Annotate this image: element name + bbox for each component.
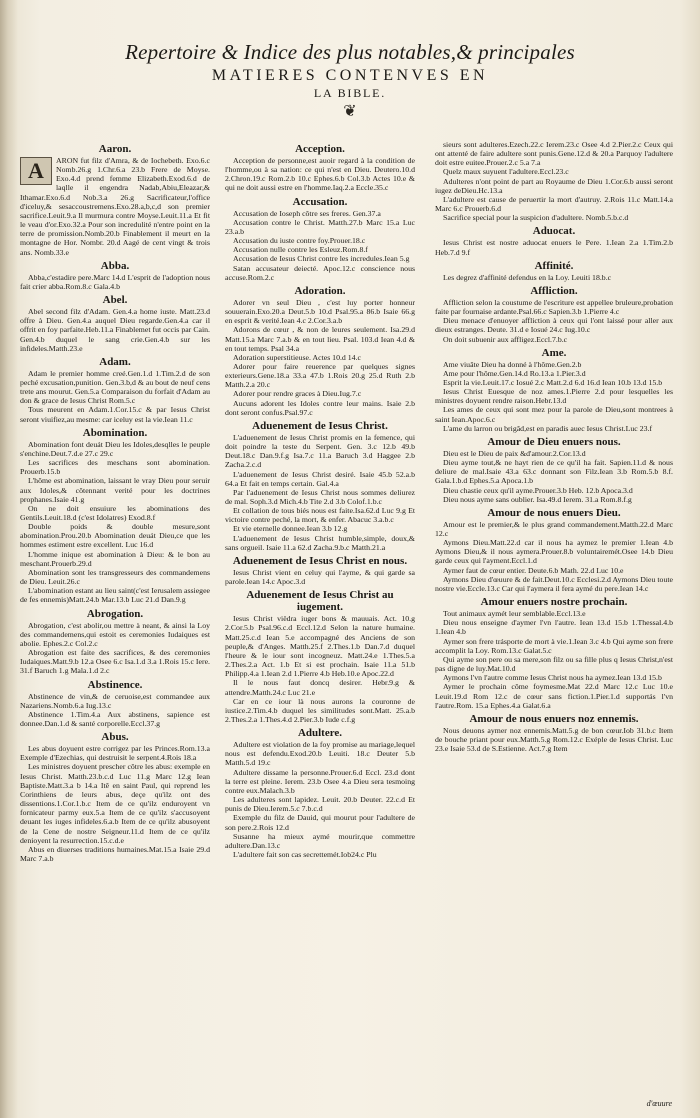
index-entry [20,405,210,423]
index-entry [435,140,673,167]
index-entry [435,387,673,405]
entry-text: Iesus Christ Euesque de noz ames.1.Pierre 2.d pour lesquelles les ministres doyuent rendre raison.Hebr.13.d [435,387,673,406]
index-entry [435,238,673,256]
index-entry [225,433,415,470]
entry-text: Abel second filz d'Adam. Gen.4.a home iuste. Matt.23.d offre à Dieu. Gen.4.a auquel Dieu regarde.Gen.4.a car il offrit en foy parfaite.Heb.11.a Finablemet fut occis par Cain. Gen.4.b duquel le sang crie.Gen.4.b sur les infideles.Matth.23.e [20,307,210,353]
entry-text: Adulteres n'ont point de part au Royaume de Dieu 1.Cor.6.b aussi seront iugez deDieu.Hc.13.a [435,176,673,195]
entry-text: Abomination font deuát Dieu les Idoles,desqlles le peuple s'enchine.Deut.7.d.e 27.c 29.c [20,439,210,458]
entry-text: Les degrez d'affinité defendus en la Loy. Leuiti 18.b.c [443,272,612,282]
entry-text: Abomination sont les transgresseurs des commandemens de Dieu. Leuit.26.c [20,567,210,587]
index-entry [225,850,415,859]
index-entry [20,648,210,675]
index-entry [20,522,210,549]
index-entry [435,538,673,565]
index-entry [20,156,210,257]
page-subtitle-line2: LA BIBLE. [313,86,387,100]
entry-text: On ne doit ensuiure les abominations des Gentils.Leuit.18.d (c'est Idolatres) Exod.8.f [20,503,210,522]
section-heading: Abus. [101,731,129,744]
entry-text: Qui ayme son pere ou sa mere,son filz ou sa fille plus q Iesus Christ,n'est pas digne de luy.Mat.10.d [435,654,673,674]
entry-text: Aymons Dieu d'œuure & de fait.Deut.10.c Ecclesi.2.d Aymons Dieu toute nostre vie.Eccle.13.c Car qui l'aymera il fera aymé du pere.Iean 14.c [435,574,673,593]
index-entry [225,768,415,795]
entry-text: Adorer vn seul Dieu , c'est luy porter honneur souuerain.Exo.20.a Deut.5.b 10.d Psal.95.a 86.b Isaie 66.g en esprit & verité.Iean 4.c 2.Cor.3.a.b [225,297,415,326]
index-entry [435,682,673,709]
index-entry [225,298,415,325]
entry-text: Iesus Christ vient en celuy qui l'ayme, & qui garde sa parole.Iean 14.c Apoc.3.d [225,567,415,587]
section-heading: Amour enuers nostre prochain. [480,596,628,609]
index-entry [435,618,673,636]
index-entry [20,369,210,406]
entry-text: Les adulteres sont lapidez. Leuit. 20.b Deuter. 22.c.d Et punis de Dieu.Ierem.5.c 7.b.c.d [225,795,415,814]
entry-text: On doit subuenir aux affligez.Eccl.7.b.c [443,334,568,344]
index-entry [435,335,673,344]
index-entry [435,167,673,176]
entry-text: Adorons de cœur , & non de leures seulement. Isa.29.d Matt.15.a Marc 7.a.b & en tout lieu. Psal. 103.d Iean 4.d & en tout temps. Psal 34.a [225,325,415,353]
entry-text: Dieu nous enseigne d'aymer l'vn l'autre. Iean 13.d 15.b 1.Thessal.4.b 1.Iean 4.b [435,618,673,637]
index-entry [225,795,415,813]
index-entry [435,609,673,618]
entry-text: Aymons l'vn l'autre comme Iesus Christ nous ha aymez.Iean 13.d 15.b [443,673,662,683]
index-entry [225,236,415,245]
entry-text: Accusation de Iesus Christ contre les incredules.Iean 5.g [233,254,410,264]
entry-text: L'adultere fait son cas secrettemét.Iob24.c Plu [233,850,377,859]
section-heading: Aaron. [98,143,132,155]
index-entry [20,504,210,522]
section-heading: Amour de Dieu enuers nous. [487,435,621,448]
entry-text: sieurs sont adulteres.Ezech.22.c Ierem.23.c Osee 4.d 2.Pier.2.c Ceux qui ont attenté de faire adultere sont punis.Gene.12.d & 20.a Parquoy l'adultere doit estre euitee.Prouer.2.c 5.a 7.a [435,140,673,168]
page-subtitle: MATIERES CONTENVES EN [211,67,489,84]
index-entry [435,405,673,423]
index-entry [225,209,415,218]
section-heading: Acception. [295,143,345,155]
index-entry [435,316,673,334]
entry-text: Ame viuâte Dieu ha donné à l'hôme.Gen.2.b [443,359,582,369]
index-entry [20,440,210,458]
entry-text: Iesus Christ viëdra iuger bons & mauuais. Act. 10.g 2.Cor.5.b Psal.96.c.d Eccl.12.d Selon la nature humaine. Matt.25.c.d Iean 5.e accompagné des Anciens de son peuple,& d'Anges. Matth.25.f 2.Thes.1.b Dan.7.d duquel l'heure & le iour sont incogneuz. Matt.24.e 1.Thes.5.a 2.Thes.2.a Act. 1.b Et si est prochain. Isaie 11.a 51.b Philipp.4.a 1.Iean 2.d 1.Pierre 4.b Heb.10.e Apoc.22.d [225,614,415,679]
entry-text: Double poids & double mesure,sont abomination.Prou.20.b Abomination deuát Dieu,ce que les hommes estiment estre excellent. Luc 16.d [20,522,210,550]
section-heading: Accusation. [292,195,348,208]
entry-text: Tout animaux aymét leur semblable.Eccl.13.e [443,609,586,619]
entry-text: Abus en diuerses traditions humaines.Mat.15.a Isaie 29.d Marc 7.a.b [20,844,210,863]
entry-text: L'hôme est abomination, laissant le vray Dieu pour seruir aux Idoles,& côtennant verité pour les doctrines prophanes.Isaie 41.g [20,476,210,504]
section-heading: Abomination. [82,426,148,439]
entry-text: Ame pour l'hôme.Gen.14.d Ro.13.a 1.Pier.3.d [443,368,586,378]
section-heading: Aduocat. [532,225,576,238]
index-entry [225,245,415,254]
index-entry [435,726,673,753]
index-entry [20,710,210,728]
index-entry [20,621,210,648]
index-entry [435,673,673,682]
section-heading: Amour de nous enuers Dieu. [487,506,621,519]
column-1 [20,140,210,1105]
entry-text: Susanne ha mieux aymé mourir,que commettre adultere.Dan.13.c [225,831,415,850]
column-2 [225,140,415,1105]
entry-text: Les ames de ceux qui sont mez pour la parole de Dieu,sont montrees à saint Iean.Apoc.6.c [435,405,673,424]
entry-text: Satan accusateur deiecté. Apoc.12.c conscience nous accuse.Rom.2.c [225,263,415,282]
page-title: Repertoire & Indice des plus notables,& principales [125,40,575,64]
entry-text: Acception de personne,est auoir regard à la condition de l'homme,ou à sa nation: ce qui n'est en Dieu. Deutero.10.d 2.Chron.19.c Rom.2.b 10.c Ephes.6.b Col.3.b Actes 10.e & qui ne doit aussi estre en l'homme.Iaq.2.a Eccle.35.c [225,156,415,193]
section-heading: Abba. [100,259,130,272]
index-entry [435,360,673,369]
index-entry [20,744,210,762]
index-entry [435,273,673,282]
fleuron-ornament-icon: ❦ [343,101,357,120]
index-entry [225,614,415,678]
entry-text: Affliction selon la coustume de l'escriture est appellee bruleure,probation faite par fournaise ardante.Psal.66.c Sapien.3.b 1.Pierre 4.c [435,297,673,317]
entry-text: Et collation de tous biés nous est faite.Isa.62.d Luc 9.g Et victoire contre peché, la mort, & enfer. Abacuc 3.a.b.c [225,506,415,525]
section-heading: Adoration. [294,284,346,297]
entry-text: Tous meurent en Adam.1.Cor.15.c & par Iesus Christ seront viuifiez,au mesme: car iceluy est la vie.Iean 11.c [20,405,210,424]
entry-text: Esprit la vie.Leuit.17.c Iosué 2.c Matt.2.d 6.d 16.d Iean 10.b 13.d 15.b [443,377,663,387]
index-entry [225,813,415,831]
entry-text: ARON fut filz d'Amra, & de Iochebeth. Exo.6.c Nomb.26.g 1.Chr.6.a 23.b Frere de Moyse. Exo.4.d prend femme Elizabeth.Exod.6.d de laqlle il engendra Nadab,Abiu,Eleazar,& Ithamar.Exo.6.d Nob.3.a 26.g Sacrificateur,l'office d'iceluy,& sesaccoustremens.Exo.28.a,b,c,d son premier sacrifice.Leuit.9.a Il murmura contre Moyse.Leuit.11.a Et fit le veau d'or.Exo.32.a Pour son incredulité n'entre point en la terre de promission.Nomb.20.b Finablement il meurt en la montagne de Hor. Nombr. 20.d Aagé de cent vingt & trois ans. Nomb.33.e [20,156,210,257]
index-entry [435,458,673,485]
entry-text: Aymer son frere trásporte de mort à vie.1.Iean 3.c 4.b Qui ayme son frere accomplit la Loy. Rom.13.c Galat.5.c [435,636,673,655]
index-entry [435,195,673,213]
entry-text: Et vie eternelle donnee.Iean 3.b 12.g [233,524,348,534]
index-entry [435,213,673,222]
entry-text: Abstinence de vin,& de ceruoise,est commandee aux Nazariens.Nomb.6.a Iug.13.c [20,691,210,710]
entry-text: Accusation nulle contre les Esleuz.Rom.8.f [233,245,368,255]
index-entry [20,476,210,503]
entry-text: L'abomination estant au lieu saint(c'est Ierusalem assiegee de fes ennemis)Matt.24.b Mar.13.b Luc 21.d Dan.9.g [20,586,210,605]
entry-text: Adorer pour rendre graces à Dieu.Iug.7.c [233,389,362,399]
entry-text: Abrogation est faite des sacrifices, & des ceremonies Iudaiques.Matt.9.b 12.a Osee 6.c Isa.1.d 3.a 1.Rois 15.c Iere. 31.f Baruch 1.g Mala.1.d 2.c [20,648,210,676]
page-header [0,40,700,120]
entry-text: Accusation du iuste contre foy.Prouer.18.c [233,236,366,246]
entry-text: Car en ce iour là nous aurons la couronne de iustice.2.Tim.4.b duquel les similitudes sont.Matt. 25.a.b 2.Thes.2.a 1.Thes.4.d 2.Pier.3.b Iude c.f.g [225,696,415,724]
entry-text: Dieu chastie ceux qu'il ayme.Prouer.3.b Heb. 12.b Apoca.3.d [443,485,633,495]
index-entry [435,495,673,504]
index-entry [20,568,210,586]
index-entry [435,520,673,538]
entry-text: Les ministres doyuent prescher côtre les abus: exemple en Iesus Christ. Matth.23.b.c.d Luc 11.g Marc 12.g Iean Baptiste.Matt.3.a b 14.a Itê en saint Paul, qui reprend les Corinthiens de leurs abus, deçe qu'ilz ont des dissentions.1.Cor.1.b.c Item de ce qu'ilz enduroyent vn fornicateur parmy eux.5.a Item de ce qu'ilz s'accusoyent deuant les iuges infideles.6.a.b Item de ce qu'ilz abusoyent de la Cene de nostre Seigneur.11.d Item de ce qu'ilz denioyent la resurrection.15.c.d.e [20,762,210,845]
section-heading: Abel. [102,294,128,307]
entry-text: Accusation contre le Christ. Matth.27.b Marc 15.a Luc 23.a.b [225,217,415,236]
index-entry [225,678,415,696]
entry-text: Aymer faut de cœur entier. Deute.6.b Math. 22.d Luc 10.e [443,565,624,575]
index-entry [435,566,673,575]
index-entry [435,177,673,195]
index-entry [225,470,415,488]
section-heading: Amour de nous enuers noz ennemis. [469,712,639,725]
entry-text: Aymons Dieu.Matt.22.d car il nous ha aymez le premier 1.Iean 4.b Aymons Dieu,& il nous aymera.Prouer.8.b voluntairemét.Osee 14.b Dieu garde ceux qui l'ayment.Eccl.1.d [435,538,673,566]
index-entry [225,353,415,362]
index-entry [225,325,415,352]
index-entry [225,264,415,282]
entry-text: Dieu menace d'enuoyer affliction à ceux qui l'ont laissé pour aller aux dieux estranges. Deute. 31.d e Iosué 24.c Iug.10.c [435,316,673,335]
index-entry [435,449,673,458]
section-heading: Affinité. [534,259,574,272]
index-entry [225,506,415,524]
index-entry [225,389,415,398]
index-entry [20,845,210,863]
index-entry [435,486,673,495]
catchword: d'œuure [646,1099,672,1108]
entry-text: Quelz maux suyuent l'adultere.Eccl.23.c [443,167,569,177]
index-entry [225,156,415,193]
entry-text: L'adultere est cause de peruertir la mort d'autruy. 2.Rois 11.c Matt.14.a Marc 6.c Prouerb.6.d [435,194,673,214]
section-heading: Abrogation. [86,607,144,620]
entry-text: Abba,c'estadire pere.Marc 14.d L'esprit de l'adoption nous fait crier abba.Rom.8.c Gala.4.b [20,272,210,291]
drop-cap: A [20,157,52,185]
index-entry [225,697,415,724]
index-entry [225,399,415,417]
entry-text: Adoration superstitieuse. Actes 10.d 14.c [233,352,361,362]
section-heading: Aduenement de Iesus Christ. [252,419,388,432]
entry-text: Adorer pour faire reuerence par quelques signes exterieurs.Gene.18.a 33.a 47.b 1.Rois 20.g 25.d Ruth 2.b Matth.2.a 20.c [225,361,415,390]
index-entry [225,218,415,236]
entry-text: Amour est le premier,& le plus grand commandement.Matth.22.d Marc 12.c [435,519,673,538]
entry-text: Iesus Christ est nostre aduocat enuers le Pere. 1.Iean 2.a 1.Tim.2.b Heb.7.d 9.f [435,238,673,257]
index-entry [225,254,415,263]
entry-text: Adam le premier homme creé.Gen.1.d 1.Tim.2.d de son peché excusation,punition. Gen.3.b,d & au bout de neuf cens trete ans mourut. Gen.5.a Comparaison du forfait d'Adam au don & grace de Iesus Christ Rom.5.c [20,368,210,406]
index-entry [20,307,210,353]
entry-text: Abrogation, c'est abolir,ou mettre à neant, & ainsi la Loy des commandemens,qui estoit es ceremonies Iudaiques est abolie. Ephes.2.c Col.2.c [20,620,210,648]
entry-text: Dieu ayme tout,& ne hayt rien de ce qu'il ha fait. Sapien.11.d & nous deliure de mal.Isaie 43.a 63.c donnant son Filz.Iean 3.b Rom.5.b 8.f. Gala.1.b.d Ephes.5.a Apoca.1.b [435,458,673,486]
section-heading: Abstinence. [87,678,143,691]
entry-text: Par l'aduenement de Iesus Christ nous sommes deliurez de mal. Soph.3.d Mich.4.b Tite 2.d 3.b Colof.1.b.c [225,487,415,506]
index-entry [435,298,673,316]
index-entry [20,458,210,476]
index-entry [20,692,210,710]
entry-text: Exemple du filz de Dauid, qui mourut pour l'adultere de son pere.2.Rois 12.d [225,813,415,832]
section-heading: Aduenement de Iesus Christ au iugement. [246,589,394,614]
index-entry [435,369,673,378]
index-entry [435,378,673,387]
entry-text: Abstinence 1.Tim.4.a Aux abstinens, sapience est donnee.Dan.1.d & santé corporelle.Eccl.37.g [20,709,210,728]
entry-text: L'homme inique est abomination à Dieu: & le bon au meschant.Prouerb.29.d [20,549,210,568]
entry-text: Adultere dissame la personne.Prouer.6.d Eccl. 23.d dont la terre est pleine. Ierem. 23.b Osee 4.a Dieu sera tesmoing contre eux.Malach.3.b [225,767,415,795]
index-entry [225,832,415,850]
entry-text: Adultere est violation de la foy promise au mariage,lequel nous est defendu.Exod.20.b Leuiti. 18.c Deuter 5.b Matth.5.d 19.c [225,740,415,768]
index-entry [20,586,210,604]
entry-text: Nous deuons aymer noz ennemis.Matt.5.g de bon cœur.Iob 31.b.c Item de bouche priant pour eux.Matth.5.g Rom.12.c Exéple de Iesus Christ. Luc 23.e Isaie 53.d de S.Estienne. Act.7.g Item [435,725,673,754]
section-heading: Affliction. [530,284,578,297]
index-entry [225,524,415,533]
entry-text: Accusation de Ioseph côtre ses freres. Gen.37.a [233,208,381,218]
index-entry [225,568,415,586]
index-entry [435,637,673,655]
entry-text: L'ame du larron ou brigâd,est en paradis auec Iesus Christ.Luc 23.f [443,423,653,433]
section-heading: Aduenement de Iesus Christ en nous. [232,554,408,567]
section-heading: Adam. [99,355,131,368]
index-entry [225,362,415,389]
entry-text: Dieu nous ayme sans oublier. Isa.49.d Ierem. 31.a Rom.8.f.g [443,494,632,504]
index-entry [20,762,210,844]
entry-text: Aucuns adorent les Idoles contre leur mains. Isaie 2.b dont seront confus.Psal.97.c [225,398,415,417]
section-heading: Adultere. [297,727,343,740]
entry-text: Dieu est le Dieu de paix &d'amour.2.Cor.13.d [443,448,586,458]
column-3 [435,140,673,1105]
entry-text: Les abus doyuent estre corrigez par les Princes.Rom.13.a Exemple d'Ezechias, qui destruisit le serpent.4.Rois 18.a [20,744,210,763]
entry-text: L'aduenement de Iesus Christ humble,simple, doux,& sans orgueil. Isaie 11.a 62.d Zacha.9.b.c Matth.21.a [225,533,415,552]
entry-text: Il le nous faut doncq desirer. Hebr.9.g & attendre.Matth.24.c Luc 21.e [225,678,415,697]
entry-text: Sacrifice special pour la suspicion d'adultere. Nomb.5.b.c.d [443,213,629,223]
entry-text: Les sacrifices des meschans sont abomination. Prouerb.15.b [20,458,210,477]
entry-text: Aymer le prochain côme foymesme.Mat 22.d Marc 12.c Luc 10.e Leuit.19.d Rom 12.c de cœur sans fiction.1.Pier.1.d supportás l'vn l'autre.Rom. 15.a Ephes.4.a Galat.6.a [435,682,673,710]
index-entry [435,575,673,593]
entry-text: L'aduenement de Iesus Christ promis en la femence, qui doit poindre la teste du Serpent. Gen. 3.c 12.b 49.b Deut.18.c Dan.9.f.g Isa.7.c 11.a Baruch 3.d Haggee 2.b Zacha.2.c.d [225,432,415,470]
binding-shadow [0,0,18,1118]
index-entry [225,488,415,506]
index-entry [225,740,415,767]
index-entry [435,655,673,673]
section-heading: Ame. [541,346,567,359]
index-entry [20,550,210,568]
index-entry [435,424,673,433]
index-entry [20,273,210,291]
entry-text: L'aduenement de Iesus Christ desiré. Isaie 45.b 52.a.b 64.a Et fait en temps certain. Gal.4.a [225,469,415,488]
index-entry [225,534,415,552]
